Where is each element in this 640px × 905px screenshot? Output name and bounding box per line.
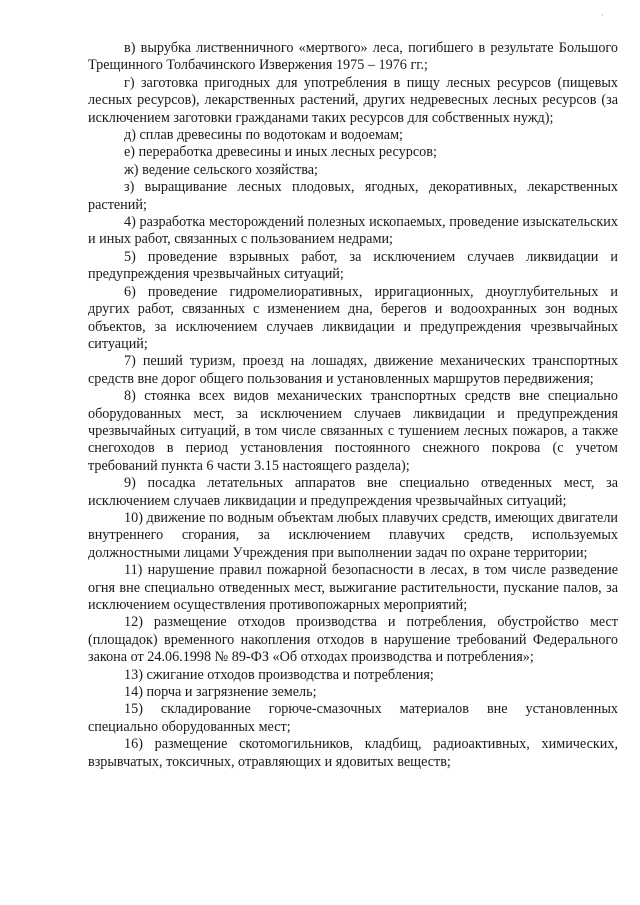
paragraph-zh: ж) ведение сельского хозяйства; bbox=[124, 161, 318, 178]
paragraph-9: 9) посадка летательных аппаратов вне специально отведенных мест, за исключением случаев ликвидации и предупреждения чрезвычайных ситуаций; bbox=[88, 475, 618, 509]
paragraph-7: 7) пеший туризм, проезд на лошадях, движение механических транспортных средств вне дорог общего пользования и установленных маршрутов передвижения; bbox=[88, 353, 618, 387]
paragraph-5: 5) проведение взрывных работ, за исключением случаев ликвидации и предупреждения чрезвычайных ситуаций; bbox=[88, 248, 618, 283]
paragraph-15: 15) складирование горюче-смазочных материалов вне установленных специально оборудованных мест; bbox=[88, 701, 618, 735]
paragraph-10: 10) движение по водным объектам любых плавучих средств, имеющих двигатели внутреннего сгорания, за исключением плавучих средств, используемых должностными лицами Учреждения при выполнении задач по охране территории; bbox=[88, 509, 618, 561]
paragraph-6: 6) проведение гидромелиоративных, ирригационных, дноуглубительных и других работ, связанных с изменением дна, берегов и водоохранных зон водных объектов, за исключением случаев ликвидации и предупреждения чрезвычайных ситуаций; bbox=[88, 283, 618, 352]
paragraph-g: г) заготовка пригодных для употребления в пищу лесных ресурсов (пищевых лесных ресурсов), лекарственных растений, других недревесных лесных ресурсов (за исключением заготовки гражданами таких ресурсов для собственных нужд); bbox=[88, 74, 618, 126]
paragraph-14: 14) порча и загрязнение земель; bbox=[124, 684, 317, 701]
paragraph-13: 13) сжигание отходов производства и потребления; bbox=[124, 666, 434, 683]
paragraph-16: 16) размещение скотомогильников, кладбищ, радиоактивных, химических, взрывчатых, токсичных, отравляющих и ядовитых веществ; bbox=[88, 736, 618, 770]
paragraph-v: в) вырубка лиственничного «мертвого» леса, погибшего в результате Большого Трещинного Толбачинского Извержения 1975 – 1976 гг.; bbox=[88, 40, 618, 74]
paragraph-d: д) сплав древесины по водотокам и водоемам; bbox=[124, 127, 403, 144]
paragraph-e: е) переработка древесины и иных лесных ресурсов; bbox=[124, 144, 437, 161]
paragraph-8: 8) стоянка всех видов механических транспортных средств вне специально оборудованных мест, за исключением случаев ликвидации и предупреждения чрезвычайных ситуаций, в том числе связанных с тушением лесных пожаров, а также снегоходов в период установления постоянного снежного покрова (с учетом требований пункта 6 части 3.15 настоящего раздела); bbox=[88, 388, 618, 474]
document-body bbox=[88, 40, 618, 771]
paragraph-12: 12) размещение отходов производства и потребления, обустройство мест (площадок) временного накопления отходов в нарушение требований Федерального закона от 24.06.1998 № 89-ФЗ «Об отходах производства и потребления»; bbox=[88, 614, 618, 666]
paragraph-11: 11) нарушение правил пожарной безопасности в лесах, в том числе разведение огня вне специально отведенных мест, выжигание растительности, пускание палов, за исключением осуществления противопожарных мероприятий; bbox=[88, 562, 618, 613]
paragraph-4: 4) разработка месторождений полезных ископаемых, проведение изыскательских и иных работ, связанных с пользованием недрами; bbox=[88, 214, 618, 248]
paragraph-z: з) выращивание лесных плодовых, ягодных, декоративных, лекарственных растений; bbox=[88, 179, 618, 213]
corner-mark: · bbox=[601, 10, 604, 20]
